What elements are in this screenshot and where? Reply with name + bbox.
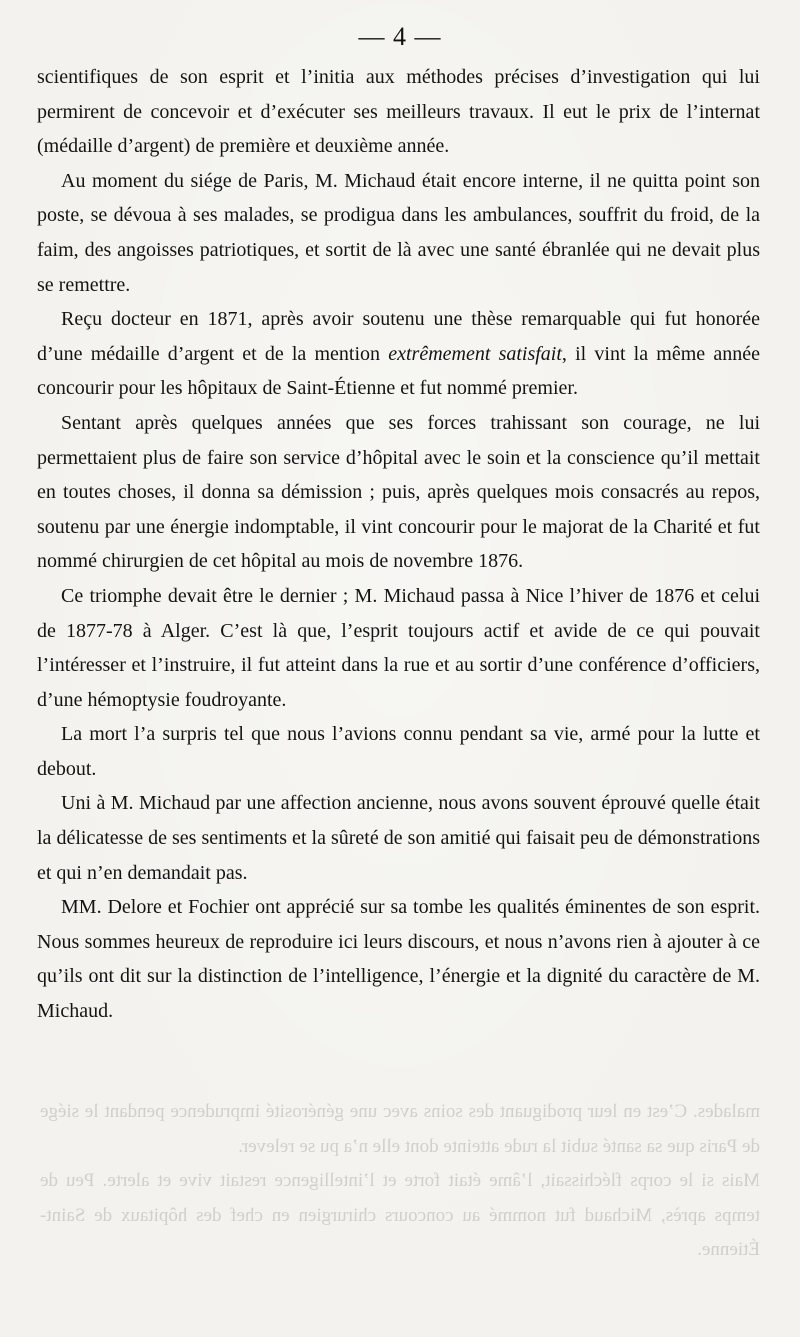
paragraph-text: Reçu docteur en 1871, après avoir soutenu une thèse remarquable qui fut honorée d’une médaille d’argent et de la mention [37, 308, 760, 365]
bleed-through-line: malades. C’est en leur prodiguant des soins avec une générosité imprudence pendant le siége de Paris que sa santé subit la rude atteinte dont elle n’a pu se relever. [40, 1101, 760, 1157]
paragraph: Au moment du siége de Paris, M. Michaud était encore interne, il ne quitta point son poste, se dévoua à ses malades, se prodigua dans les ambulances, souffrit du froid, de la faim, des angoisses patriotiques, et sortit de là avec une santé ébranlée qui ne devait plus se remettre. [37, 169, 760, 296]
paragraph: Ce triomphe devait être le dernier ; M. Michaud passa à Nice l’hiver de 1876 et celui de 1877-78 à Alger. C’est là que, l’esprit toujours actif et avide de ce qui pouvait l’intéresser et l’instruire, il fut atteint dans la rue et au sortir d’une conférence d’officiers, d’une hémoptysie foudroyante. [37, 584, 760, 711]
paragraph: La mort l’a surpris tel que nous l’avions connu pendant sa vie, armé pour la lutte et debout. [37, 723, 760, 780]
page-number: — 4 — [358, 22, 442, 51]
paragraph: MM. Delore et Fochier ont apprécié sur sa tombe les qualités éminentes de son esprit. Nous sommes heureux de reproduire ici leurs discours, et nous n’avons rien à ajouter à ce qu’ils ont dit sur la distinction de l’intelligence, l’énergie et la dignité du caractère de M. Michaud. [37, 896, 760, 1023]
body-text [37, 60, 760, 1029]
bleed-through-text [40, 1095, 760, 1268]
paragraph [37, 302, 760, 406]
paragraph: Sentant après quelques années que ses forces trahissant son courage, ne lui permettaient plus de faire son service d’hôpital avec le soin et la conscience qu’il mettait en toutes choses, il donna sa démission ; puis, après quelques mois consacrés au repos, soutenu par une énergie indomptable, il vint concourir pour le majorat de la Charité et fut nommé chirurgien de cet hôpital au mois de novembre 1876. [37, 411, 760, 573]
emphasized-mention: extrêmement satisfait [388, 342, 562, 365]
paragraph-text: , il vint la même année concourir pour les hôpitaux de Saint-Étienne et fut nommé premier. [37, 342, 760, 400]
paragraph: Uni à M. Michaud par une affection ancienne, nous avons souvent éprouvé quelle était la délicatesse de ses sentiments et la sûreté de son amitié qui faisait peu de démonstrations et qui n’en demandait pas. [37, 792, 760, 884]
paragraph: scientifiques de son esprit et l’initia aux méthodes précises d’investigation qui lui permirent de concevoir et d’exécuter ses meilleurs travaux. Il eut le prix de l’internat (médaille d’argent) de première et deuxième année. [37, 66, 760, 158]
bleed-through-line: Mais si le corps fléchissait, l’âme était forte et l’intelligence restait vive et alerte. Peu de temps après, Michaud fut nommé au concours chirurgien en chef des hôpitaux de Saint-Étienne. [40, 1170, 760, 1260]
